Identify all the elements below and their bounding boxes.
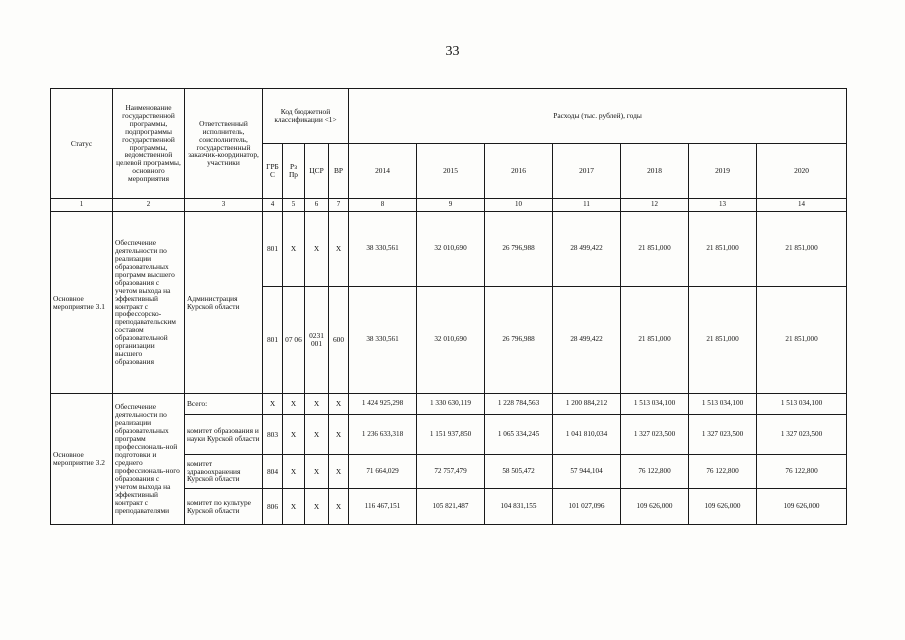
expense-value: 1 513 034,100	[689, 394, 757, 415]
header-year: 2016	[485, 144, 553, 199]
expense-value: 1 513 034,100	[757, 394, 847, 415]
column-number: 11	[553, 199, 621, 212]
header-csr: ЦСР	[305, 144, 329, 199]
expense-value: 1 330 630,119	[417, 394, 485, 415]
expense-value: 28 499,422	[553, 287, 621, 394]
header-year: 2020	[757, 144, 847, 199]
expense-value: 1 151 937,850	[417, 415, 485, 455]
header-year: 2019	[689, 144, 757, 199]
expense-value: 32 010,690	[417, 212, 485, 287]
expense-value: 21 851,000	[689, 212, 757, 287]
expense-value: 1 228 784,563	[485, 394, 553, 415]
expense-value: 104 831,155	[485, 489, 553, 525]
expense-value: 72 757,479	[417, 455, 485, 489]
code-grbs: X	[263, 394, 283, 415]
expense-value: 109 626,000	[621, 489, 689, 525]
row-executor: комитет здравоохранения Курской области	[185, 455, 263, 489]
expense-value: 76 122,800	[689, 455, 757, 489]
expense-value: 1 424 925,298	[349, 394, 417, 415]
code-vr: X	[329, 455, 349, 489]
expense-value: 32 010,690	[417, 287, 485, 394]
code-vr: X	[329, 489, 349, 525]
expense-value: 76 122,800	[621, 455, 689, 489]
expense-value: 21 851,000	[757, 212, 847, 287]
column-number: 2	[113, 199, 185, 212]
expense-value: 116 467,151	[349, 489, 417, 525]
code-rzpr: X	[283, 415, 305, 455]
expense-value: 1 327 023,500	[757, 415, 847, 455]
code-rzpr: 07 06	[283, 287, 305, 394]
code-grbs: 804	[263, 455, 283, 489]
header-name: Наименование государственной программы, подпрограммы государственной программы, ведомственной целевой программы, основного мероприятия	[113, 89, 185, 199]
expense-value: 38 330,561	[349, 287, 417, 394]
expense-value: 38 330,561	[349, 212, 417, 287]
code-csr: X	[305, 212, 329, 287]
code-csr: 0231 001	[305, 287, 329, 394]
code-grbs: 803	[263, 415, 283, 455]
expense-value: 28 499,422	[553, 212, 621, 287]
code-rzpr: X	[283, 394, 305, 415]
header-executor: Ответственный исполнитель, соисполнитель, государственный заказчик-координатор, участники	[185, 89, 263, 199]
code-rzpr: X	[283, 489, 305, 525]
code-rzpr: X	[283, 212, 305, 287]
expense-value: 1 236 633,318	[349, 415, 417, 455]
expense-value: 1 041 810,034	[553, 415, 621, 455]
header-year: 2014	[349, 144, 417, 199]
code-grbs: 801	[263, 212, 283, 287]
expense-value: 26 796,988	[485, 287, 553, 394]
column-number: 9	[417, 199, 485, 212]
column-number: 3	[185, 199, 263, 212]
expense-value: 1 327 023,500	[621, 415, 689, 455]
measure-status: Основное мероприятие 3.2	[51, 394, 113, 525]
expense-value: 71 664,029	[349, 455, 417, 489]
column-number: 1	[51, 199, 113, 212]
code-csr: X	[305, 489, 329, 525]
row-executor: комитет по культуре Курской области	[185, 489, 263, 525]
expense-value: 101 027,096	[553, 489, 621, 525]
measure-executor: Администрация Курской области	[185, 212, 263, 394]
table-row	[51, 394, 847, 415]
code-vr: X	[329, 415, 349, 455]
expense-value: 21 851,000	[689, 287, 757, 394]
code-rzpr: X	[283, 455, 305, 489]
row-executor: комитет образования и науки Курской области	[185, 415, 263, 455]
code-grbs: 801	[263, 287, 283, 394]
expense-value: 1 327 023,500	[689, 415, 757, 455]
column-number: 5	[283, 199, 305, 212]
expense-value: 76 122,800	[757, 455, 847, 489]
column-number: 14	[757, 199, 847, 212]
expense-value: 21 851,000	[621, 212, 689, 287]
expense-value: 1 200 884,212	[553, 394, 621, 415]
code-vr: X	[329, 394, 349, 415]
measure-name: Обеспечение деятельности по реализации образовательных программ высшего образования с учетом выхода на эффективный контракт с профессорско-преподавательским составом образовательной организации высшего образования	[113, 212, 185, 394]
column-number-row	[51, 199, 847, 212]
table-row	[51, 212, 847, 287]
measure-status: Основное мероприятие 3.1	[51, 212, 113, 394]
column-number: 4	[263, 199, 283, 212]
header-row-top	[51, 89, 847, 144]
header-budget-code: Код бюджетной классификации <1>	[263, 89, 349, 144]
expense-value: 57 944,104	[553, 455, 621, 489]
header-status: Статус	[51, 89, 113, 199]
header-vr: ВР	[329, 144, 349, 199]
code-csr: X	[305, 455, 329, 489]
column-number: 13	[689, 199, 757, 212]
code-grbs: 806	[263, 489, 283, 525]
header-grbs: ГРБ С	[263, 144, 283, 199]
header-year: 2018	[621, 144, 689, 199]
expense-value: 21 851,000	[757, 287, 847, 394]
expense-value: 1 513 034,100	[621, 394, 689, 415]
header-year: 2015	[417, 144, 485, 199]
expense-value: 21 851,000	[621, 287, 689, 394]
page-number: 33	[445, 44, 460, 59]
row-executor: Всего:	[185, 394, 263, 415]
expense-value: 109 626,000	[689, 489, 757, 525]
column-number: 12	[621, 199, 689, 212]
header-year: 2017	[553, 144, 621, 199]
code-csr: X	[305, 415, 329, 455]
header-expenses: Расходы (тыс. рублей), годы	[349, 89, 847, 144]
column-number: 7	[329, 199, 349, 212]
expense-value: 109 626,000	[757, 489, 847, 525]
column-number: 6	[305, 199, 329, 212]
expense-value: 105 821,487	[417, 489, 485, 525]
code-vr: X	[329, 212, 349, 287]
expense-value: 58 505,472	[485, 455, 553, 489]
expense-value: 1 065 334,245	[485, 415, 553, 455]
column-number: 10	[485, 199, 553, 212]
code-csr: X	[305, 394, 329, 415]
budget-table	[50, 88, 847, 525]
column-number: 8	[349, 199, 417, 212]
expense-value: 26 796,988	[485, 212, 553, 287]
header-rzpr: Рз Пр	[283, 144, 305, 199]
measure-name: Обеспечение деятельности по реализации образовательных программ профессиональ-ной подготовки и среднего профессиональ-ного образования с учетом выхода на эффективный контракт с преподавателями	[113, 394, 185, 525]
code-vr: 600	[329, 287, 349, 394]
